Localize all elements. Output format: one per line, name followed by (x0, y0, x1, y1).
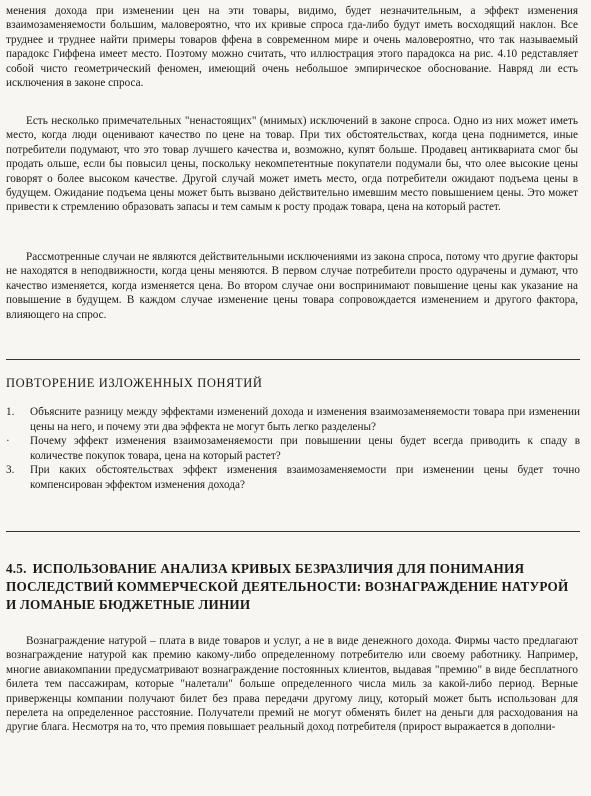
review-question (6, 434, 580, 463)
review-question (6, 463, 580, 492)
question-number: · (6, 435, 10, 448)
section-number: 4.5. (6, 561, 27, 576)
section-title: ИСПОЛЬЗОВАНИЕ АНАЛИЗА КРИВЫХ БЕЗРАЗЛИЧИЯ ДЛЯ ПОНИМАНИЯ ПОСЛЕДСТВИЙ КОММЕРЧЕСКОЙ ДЕЯТЕЛЬНОСТИ: ВОЗНАГРАЖДЕНИЕ НАТУРОЙ И ЛОМАНЫЕ БЮДЖЕТНЫЕ ЛИНИИ (6, 561, 569, 612)
divider-bottom (6, 531, 580, 532)
question-text: Почему эффект изменения взаимозаменяемости при повышении цены будет всегда приводить к спаду в количестве покупок товара, цена на который растет? (30, 435, 580, 462)
divider-top (6, 359, 580, 360)
paragraph-giffen: менения дохода при изменении цен на эти товары, видимо, будет незначительным, а эффект изменения взаимозаменяемости большим, маловероятно, что их кривые спроса гда-либо будут иметь восходящий наклон. Все труднее и труднее найти примеры товаров ффена в современном мире и очень маловероятно, что так называемый парадокс Гиффена имеет место. Поэтому можно считать, что иллюстрация этого парадокса на рис. 4.10 редставляет собой чисто геометрический феномен, имеющий очень небольшое эмпирическое обоснование. Навряд ли есть исключения в законе спроса. (6, 5, 578, 90)
question-text: При каких обстоятельствах эффект изменения взаимозаменяемости при изменении цены будет точно компенсирован эффектом изменения дохода? (30, 464, 580, 491)
question-number: 1. (6, 406, 15, 418)
review-questions (6, 405, 580, 493)
section-heading (6, 560, 580, 614)
paragraph-false-exceptions: Есть несколько примечательных "ненастоящих" (мнимых) исключений в законе спроса. Одно из них может иметь место, когда люди оценивают качество по цене на товар. При тих обстоятельствах, когда цена поднимется, иные потребители подумают, что это товар лучшего качества и, возможно, купят больше. Продавец антиквариата смог бы продать ольше, если бы повысил цены, поскольку некомпетентные покупатели подумали бы, что олее высокие цены говорят о более высоком качестве. Другой случай может иметь место, огда потребители ожидают подъема цены в будущем. Ожидание подъема цены может быть вызвано действительно имевшим место повышением цены. Это может привести к стремлению образовать запасы и тем самым к росту продаж товара, цена на который растет. (6, 115, 578, 214)
review-heading: ПОВТОРЕНИЕ ИЗЛОЖЕННЫХ ПОНЯТИЙ (6, 376, 263, 390)
paragraph-not-real-exceptions: Рассмотренные случаи не являются действительными исключениями из закона спроса, потому что другие факторы не находятся в неподвижности, когда цены меняются. В первом случае потребители просто одурачены и думают, что качество изменяется, когда изменяется цена. Во втором случае они воспринимают повышение цены как указание на повышение в будущем. В каждом случае изменение цены товара сопровождается изменением и другого фактора, влияющего на спрос. (6, 251, 578, 321)
question-number: 3. (6, 464, 15, 477)
review-question (6, 405, 580, 434)
question-text: Объясните разницу между эффектами изменений дохода и изменения взаимозаменяемости товара при изменении цены на него, и почему эти два эффекта не могут быть легко разделены? (30, 406, 580, 433)
paragraph-payment-in-kind: Вознаграждение натурой – плата в виде товаров и услуг, а не в виде денежного дохода. Фирмы часто предлагают вознаграждение натурой как премию какому-либо определенному потребителю или своему работнику. Например, многие авиакомпании предусматривают вознаграждение постоянных клиентов, выдавая "премию" в виде бесплатного билета тем пассажирам, которые "налетали" больше определенного числа миль за какой-либо период. Верные приверженцы компании получают билет без права передачи другому лицу, который может быть использован для перелета на определенное расстояние. Получатели премий не могут обменять билет на деньги для расходования на другие блага. Несмотря на то, что премия повышает реальный доход потребителя (прирост выражается в дополни- (6, 635, 578, 734)
